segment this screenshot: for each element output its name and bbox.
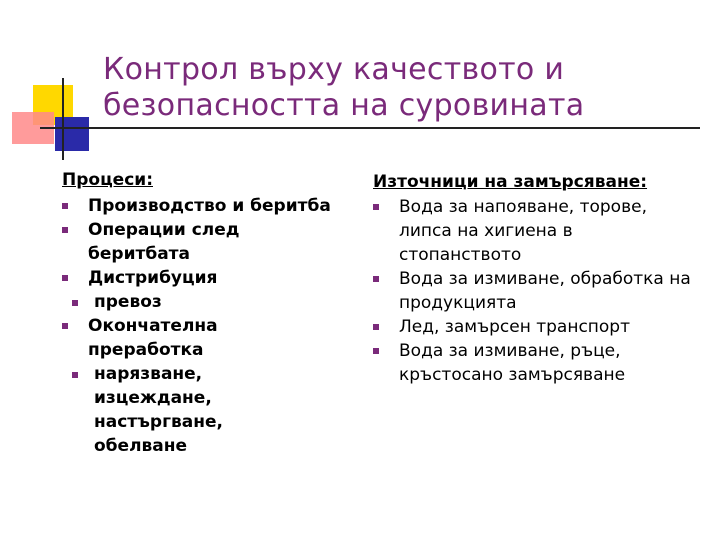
- list-item: [62, 266, 362, 290]
- list-item-text: Окончателна преработка: [88, 316, 218, 360]
- sub-list-item: [36, 290, 362, 314]
- processes-column: [62, 168, 362, 458]
- list-item: [373, 267, 703, 315]
- list-item: [62, 194, 362, 218]
- square-bullet-icon: [373, 324, 379, 330]
- list-item-text: Лед, замърсен транспорт: [399, 317, 630, 337]
- slide-title: [103, 52, 703, 124]
- list-item: [62, 314, 362, 362]
- list-item-text: Вода за измиване, ръце, кръстосано замърсяване: [399, 341, 626, 385]
- list-item-text: Производство и беритба: [88, 196, 331, 216]
- list-item-text: Операции след беритбата: [88, 220, 240, 264]
- square-bullet-icon: [62, 323, 68, 329]
- list-item-text: Дистрибуция: [88, 268, 218, 288]
- processes-list: [62, 194, 362, 458]
- slide-title-line-1: Контрол върху качеството и: [103, 52, 565, 87]
- square-bullet-icon: [373, 204, 379, 210]
- decor-vertical-line: [62, 78, 64, 160]
- decor-blue-square: [55, 117, 89, 151]
- list-item-text: Вода за измиване, обработка на продукцията: [399, 269, 691, 313]
- square-bullet-icon: [373, 276, 379, 282]
- decor-horizontal-line: [40, 127, 700, 129]
- slide-title-line-2: безопасността на суровината: [103, 88, 585, 123]
- square-bullet-icon: [72, 300, 78, 306]
- square-bullet-icon: [373, 348, 379, 354]
- list-item: [62, 218, 362, 266]
- processes-heading: Процеси:: [62, 170, 153, 190]
- contamination-sources-list: [373, 195, 703, 387]
- square-bullet-icon: [62, 203, 68, 209]
- contamination-sources-column: [373, 170, 703, 387]
- square-bullet-icon: [62, 227, 68, 233]
- square-bullet-icon: [62, 275, 68, 281]
- sub-list-item-text: нарязване, изцеждане, настъргване, обелване: [94, 364, 223, 456]
- contamination-sources-heading: Източници на замърсяване:: [373, 172, 648, 192]
- sub-list-item: [36, 362, 362, 458]
- sub-list-item-text: превоз: [94, 292, 162, 312]
- list-item-text: Вода за напояване, торове, липса на хигиена в стопанството: [399, 197, 647, 265]
- square-bullet-icon: [72, 372, 78, 378]
- list-item: [373, 195, 703, 267]
- list-item: [373, 339, 703, 387]
- list-item: [373, 315, 703, 339]
